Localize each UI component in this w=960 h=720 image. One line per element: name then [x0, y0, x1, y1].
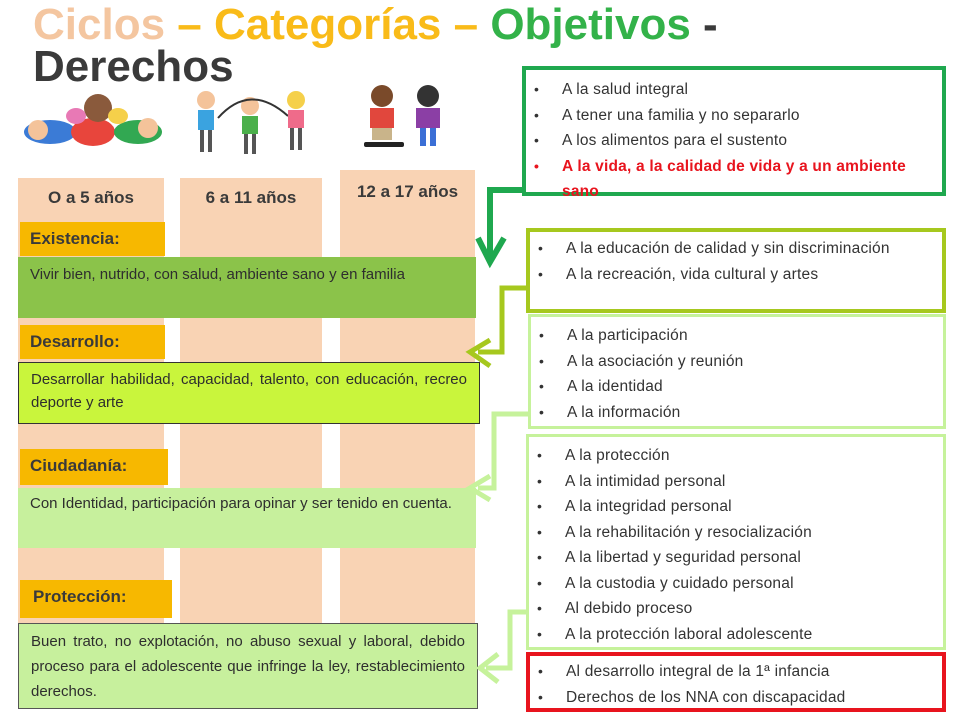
right-item: • A la intimidad personal: [565, 469, 943, 495]
right-item: • A la salud integral: [562, 77, 942, 103]
right-item: • A la participación: [567, 323, 943, 349]
age-label-12-17: 12 a 17 años: [356, 182, 459, 201]
rights-box-desarrollo: [526, 228, 946, 313]
category-label-existencia: Existencia:: [20, 222, 165, 256]
age-label-0-5: O a 5 años: [48, 188, 134, 207]
category-desc-desarrollo: Desarrollar habilidad, capacidad, talento, con educación, recreo deporte y arte: [18, 362, 480, 424]
right-item: • A la libertad y seguridad personal: [565, 545, 943, 571]
right-item: • A la identidad: [567, 374, 943, 400]
right-item: • A la rehabilitación y resocialización: [565, 520, 943, 546]
right-item: • A los alimentos para el sustento: [562, 128, 942, 154]
age-label-6-11: 6 a 11 años: [205, 188, 297, 207]
right-item: • A la protección: [565, 443, 943, 469]
category-desc-proteccion: Buen trato, no explotación, no abuso sexual y laboral, debido proceso para el adolescente que infringe la ley, restablecimiento derechos.: [18, 623, 478, 709]
right-item: • A la custodia y cuidado personal: [565, 571, 943, 597]
category-label-ciudadania: Ciudadanía:: [20, 449, 168, 485]
right-item-highlight: • A la vida, a la calidad de vida y a un ambiente sano: [562, 154, 942, 205]
right-item: • A la recreación, vida cultural y artes: [566, 262, 942, 288]
category-desc-ciudadania: Con Identidad, participación para opinar y ser tenido en cuenta.: [18, 488, 476, 548]
rights-box-proteccion: [526, 434, 946, 650]
right-item: • A la educación de calidad y sin discriminación: [566, 236, 942, 262]
category-label-desarrollo: Desarrollo:: [20, 325, 165, 359]
right-item: • A la protección laboral adolescente: [565, 622, 943, 648]
right-item: • A la integridad personal: [565, 494, 943, 520]
right-item: • A la información: [567, 400, 943, 426]
rights-box-ciudadania: [528, 314, 946, 429]
right-item: • Derechos de los NNA con discapacidad: [566, 685, 942, 711]
page-title: Ciclos – Categorías – Objetivos - Derechos: [33, 0, 718, 91]
right-item: • Al debido proceso: [565, 596, 943, 622]
category-desc-existencia: Vivir bien, nutrido, con salud, ambiente sano y en familia: [18, 257, 476, 318]
category-label-proteccion: Protección:: [20, 580, 172, 618]
right-item: • A tener una familia y no separarlo: [562, 103, 942, 129]
rights-box-infancia: [526, 652, 946, 712]
arrow-existencia-line: [490, 190, 524, 256]
right-item: • A la asociación y reunión: [567, 349, 943, 375]
rights-box-existencia: [522, 66, 946, 200]
right-item: • Al desarrollo integral de la 1ª infancia: [566, 659, 942, 685]
